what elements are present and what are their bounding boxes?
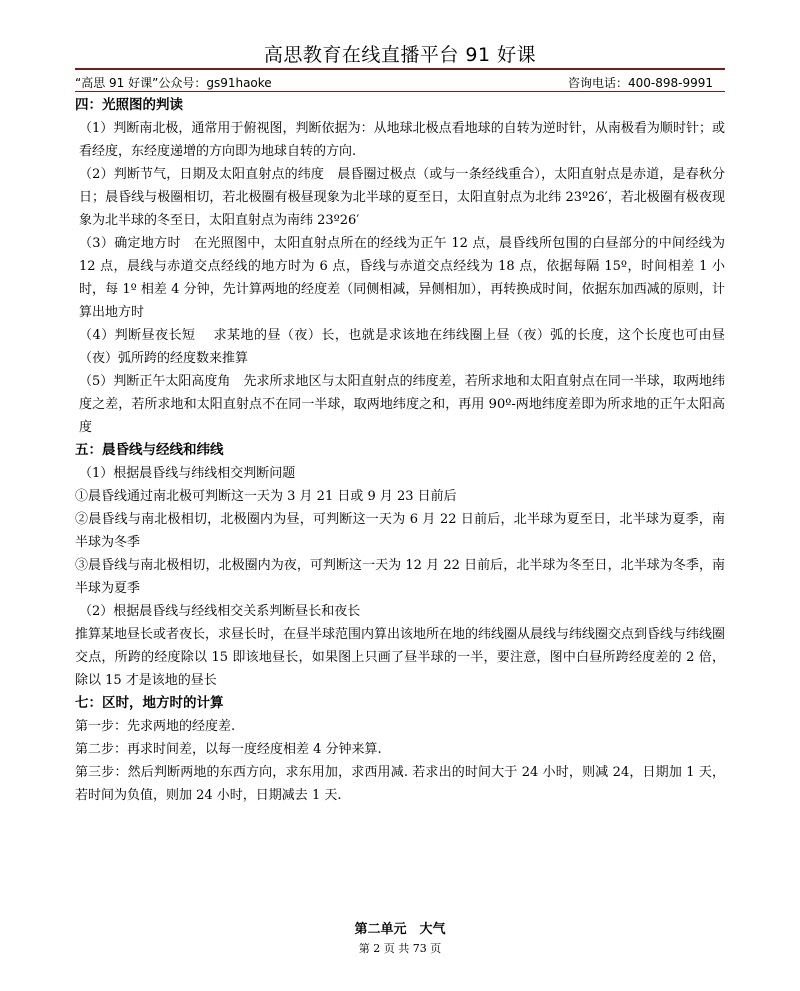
paragraph: （4）判断昼夜长短 求某地的昼（夜）长，也就是求该地在纬线圈上昼（夜）弧的长度，这个长度也可由昼（夜）弧所跨的经度数来推算 xyxy=(79,328,725,366)
paragraph: ③晨昏线与南北极相切，北极圈内为夜，可判断这一天为 12 月 22 日前后，北半球为冬至日，北半球为冬季，南半球为夏季 xyxy=(75,558,725,596)
footer-unit-title: 第二单元 大气 xyxy=(354,922,446,937)
paragraph: 第三步：然后判断两地的东西方向，求东用加，求西用减. 若求出的时间大于 24 小时，则减 24，日期加 1 天，若时间为负值，则加 24 小时，日期减去 1 天. xyxy=(75,765,725,803)
wechat-account: “高思 91 好课”公众号：gs91haoke xyxy=(75,76,272,90)
contact-phone: 咨询电话：400-898-9991 xyxy=(567,76,713,90)
section-5-title: 五：晨昏线与经线和纬线 xyxy=(75,442,224,458)
paragraph: （2）根据晨昏线与经线相交关系判断昼长和夜长 xyxy=(79,604,361,619)
paragraph: （3）确定地方时 在光照图中，太阳直射点所在的经线为正午 12 点，晨昏线所包围的白昼部分的中间经线为 12 点，晨线与赤道交点经线的地方时为 6 点，昏线与赤道交点经线为 18 点，依据每隔 15º，时间相差 1 小时，每 1º 相差 4 分钟，先计算两地的经度差（同侧相减，异侧相加），再转换成时间，依据东加西减的原则，计算出地方时 xyxy=(79,236,725,320)
paragraph: 第二步：再求时间差，以每一度经度相差 4 分钟来算. xyxy=(75,742,382,757)
section-7-title: 七：区时，地方时的计算 xyxy=(75,695,224,711)
paragraph: （5）判断正午太阳高度角 先求所求地区与太阳直射点的纬度差，若所求地和太阳直射点在同一半球，取两地纬度之差，若所求地和太阳直射点不在同一半球，取两地纬度之和，再用 90º-两地纬度差即为所求地的正午太阳高度 xyxy=(79,374,725,435)
paragraph: 推算某地昼长或者夜长，求昼长时，在昼半球范围内算出该地所在地的纬线圈从晨线与纬线圈交点到昏线与纬线圈交点，所跨的经度除以 15 即该地昼长，如果图上只画了昼半球的一半，要注意，图中白昼所跨经度差的 2 倍，除以 15 才是该地的昼长 xyxy=(75,627,726,688)
paragraph: 第一步：先求两地的经度差. xyxy=(75,719,236,734)
paragraph: ①晨昏线通过南北极可判断这一天为 3 月 21 日或 9 月 23 日前后 xyxy=(75,489,457,504)
page-number: 第 2 页 共 73 页 xyxy=(358,942,442,955)
paragraph: （2）判断节气，日期及太阳直射点的纬度 晨昏圈过极点（或与一条经线重合），太阳直射点是赤道，是春秋分日；晨昏线与极圈相切，若北极圈有极昼现象为北半球的夏至日，太阳直射点为北纬 23º26′，若北极圈有极夜现象为北半球的冬至日，太阳直射点为南纬 23º26′ xyxy=(79,167,725,228)
document-body xyxy=(75,94,725,807)
header-rule xyxy=(75,68,725,70)
header-title: 高思教育在线直播平台 91 好课 xyxy=(263,44,537,66)
paragraph: ②晨昏线与南北极相切，北极圈内为昼，可判断这一天为 6 月 22 日前后，北半球为夏至日，北半球为夏季，南半球为冬季 xyxy=(75,512,725,550)
header-rule-thin xyxy=(75,91,725,92)
paragraph: （1）判断南北极，通常用于俯视图，判断依据为：从地球北极点看地球的自转为逆时针，从南极看为顺时针；或看经度，东经度递增的方向即为地球自转的方向. xyxy=(79,121,725,159)
paragraph: （1）根据晨昏线与纬线相交判断问题 xyxy=(79,466,296,481)
header-info xyxy=(75,71,725,91)
section-4-title: 四：光照图的判读 xyxy=(75,97,183,113)
